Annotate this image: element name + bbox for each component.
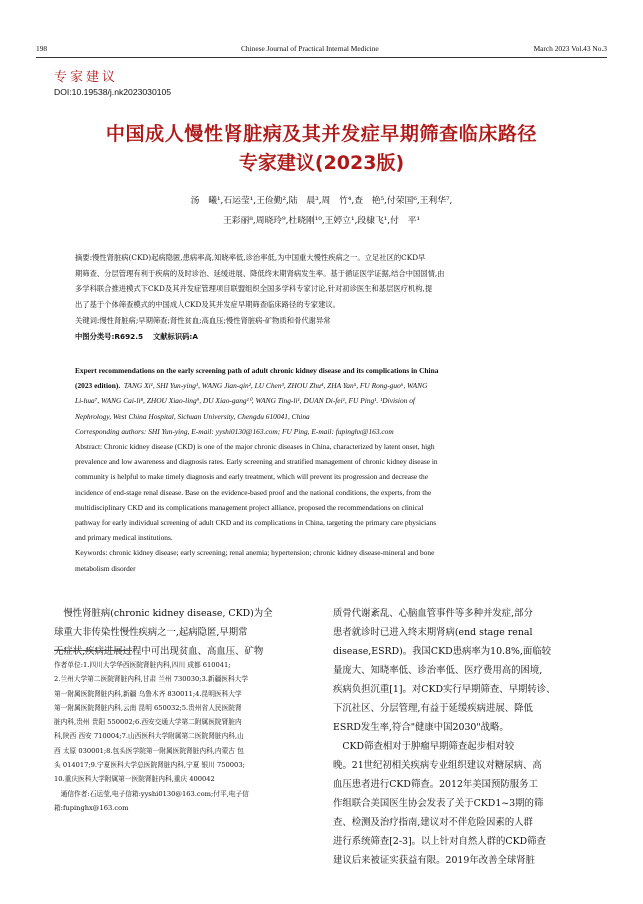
body-line: 慢性肾脏病(chronic kidney disease, CKD)为全 — [54, 608, 273, 619]
body-line: 进行系统筛查[2-3]。以上针对自然人群的CKD筛查 — [333, 836, 546, 847]
en-abstract-line: community is helpful to make timely diagnosis and early treatment, which will prevent its progression and decrease the — [75, 472, 429, 482]
en-title-edition: (2023 edition). — [75, 381, 121, 391]
body-line: 质骨代谢紊乱、心脑血管事件等多种并发症,部分 — [333, 608, 533, 619]
en-abstract-line: incidence of end-stage renal disease. Base on the evidence-based proof and the national conditions, the experts, from the — [75, 487, 432, 497]
en-abstract-line: and primary medical institutions. — [75, 533, 173, 543]
body-line: 量庞大、知晓率低、诊治率低、医疗费用高的困境, — [333, 665, 543, 676]
doi: DOI:10.19538/j.nk2023030105 — [54, 87, 172, 97]
cn-classification: 中图分类号:R692.5 文献标识码:A — [75, 331, 198, 341]
body-line: 球重大非传染性慢性疾病之一,起病隐匿,早期常 — [54, 627, 248, 638]
issue-info: March 2023 Vol.43 No.3 — [533, 44, 607, 53]
en-corresponding: Corresponding authors: SHI Yun-ying, E-mail: yyshi0130@163.com; FU Ping, E-mail: fupinghx@163.com — [75, 426, 394, 436]
body-line: 建议后来被证实获益有限。2019年改善全球肾脏 — [333, 855, 535, 866]
footnote-line: 科,陕西 西安 710004;7.山西医科大学附属第二医院肾脏内科,山 — [54, 732, 244, 741]
footnote — [54, 658, 316, 815]
journal-name: Chinese Journal of Practical Internal Medicine — [241, 44, 379, 53]
right-column — [333, 604, 589, 870]
article-title-line1: 中国成人慢性肾脏病及其并发症早期筛查临床路径 — [105, 123, 538, 145]
footnote-separator — [54, 650, 132, 651]
body-line: 疾病负担沉重[1]。对CKD实行早期筛查、早期转诊、 — [333, 684, 556, 695]
body-line: 晚。21世纪初相关疾病专业组织建议对糖尿病、高 — [333, 760, 542, 771]
authors-line2: 王彩丽⁸,周晓玲⁹,杜晓刚¹⁰,王婷立¹,段棣飞¹,付 平¹ — [222, 216, 420, 226]
cn-keywords: 关键词:慢性肾脏病;早期筛查;肾性贫血;高血压;慢性肾脏病-矿物质和骨代谢异常 — [75, 315, 331, 325]
en-abstract-line: pathway for early individual screening of adult CKD and its complications in China, targeting the primary care physicians — [75, 518, 437, 528]
header-rule — [36, 57, 607, 58]
en-keywords-line: metabolism disorder — [75, 563, 136, 573]
authors-line1: 汤 曦¹,石运莹¹,王俭勤²,陆 晨³,周 竹⁴,查 艳⁵,付荣国⁶,王利华⁷, — [190, 196, 453, 206]
footnote-line: 2.兰州大学第二医院肾脏内科,甘肃 兰州 730030;3.新疆医科大学 — [54, 675, 249, 684]
body-line: CKD筛查相对于肿瘤早期筛查起步相对较 — [333, 741, 515, 752]
footnote-line: 头 014017;9.宁夏医科大学总医院肾脏内科,宁夏 银川 750003; — [54, 761, 245, 770]
chinese-abstract — [75, 250, 572, 344]
en-title-line2 — [75, 378, 572, 393]
en-affiliation: Nephrology, West China Hospital, Sichuan University, Chengdu 610041, China — [75, 411, 310, 421]
en-authors: TANG Xi¹, SHI Yun-ying¹, WANG Jian-qin², LU Chen³, ZHOU Zhu⁴, ZHA Yan⁵, FU Rong-guo⁶, WANG — [123, 381, 428, 391]
body-line: ESRD发生率,符合"健康中国2030"战略。 — [333, 722, 509, 733]
column-tag: 专家建议 — [54, 70, 119, 85]
page-number: 198 — [36, 44, 48, 53]
footnote-line: 第一附属医院肾脏内科,新疆 乌鲁木齐 830011;4.昆明医科大学 — [54, 689, 242, 698]
en-abstract-line: multidisciplinary CKD and its complications management project alliance, proposed the recommendations on clinical — [75, 502, 424, 512]
body-line: 查、检测及治疗指南,建议对不伴危险因素的人群 — [333, 817, 533, 828]
body-line: disease,ESRD)。我国CKD患病率为10.8%,面临较 — [333, 646, 551, 657]
cn-abstract-line: 多学科联合推进模式下CKD及其并发症管理项目联盟组织全国多学科专家讨论,针对初诊医生和基层医疗机构,提 — [75, 284, 433, 294]
body-line: 血压患者进行CKD筛查。2012年美国预防服务工 — [333, 779, 538, 790]
en-abstract-line: Abstract: Chronic kidney disease (CKD) is one of the major chronic diseases in China, characterized by latent onset, high — [75, 442, 435, 452]
body-line: 患者就诊时已进入终末期肾病(end stage renal — [333, 627, 533, 638]
body-line: 下沉社区、分层管理,有益于延缓疾病进展、降低 — [333, 703, 533, 714]
cn-abstract-line: 期筛查、分层管理有利于疾病的及时诊治、延缓进展、降低终末期肾病发生率。基于循证医学证据,结合中国国情,由 — [75, 268, 445, 278]
footnote-line: 脏内科,贵州 贵阳 550002;6.西安交通大学第二附属医院肾脏内 — [54, 718, 242, 727]
body-line: 无症状,疾病进展过程中可出现贫血、高血压、矿物 — [54, 646, 264, 657]
footnote-line: 西 太原 030001;8.包头医学院第一附属医院肾脏内科,内蒙古 包 — [54, 746, 244, 755]
en-authors-line: Li-hua⁷, WANG Cai-li⁸, ZHOU Xiao-ling⁹, DU Xiao-gang¹⁰, WANG Ting-li¹, DUAN Di-fei¹, FU Ping¹. ¹Division of — [75, 396, 415, 406]
running-header — [36, 44, 607, 58]
footnote-line: 作者单位:1.四川大学华西医院肾脏内科,四川 成都 610041; — [54, 661, 231, 669]
left-column — [54, 604, 314, 661]
footnote-line: 通信作者:石运莹,电子信箱:yyshi0130@163.com;付平,电子信 — [54, 789, 249, 798]
english-abstract — [75, 363, 572, 576]
footnote-line: 第一附属医院肾脏内科,云南 昆明 650032;5.贵州省人民医院肾 — [54, 703, 242, 712]
body-line: 作组联合美国医生协会发表了关于CKD1~3期的筛 — [333, 798, 544, 809]
cn-abstract-line: 出了基于个体筛查模式的中国成人CKD及其并发症早期筛查临床路径的专家建议。 — [75, 300, 340, 310]
article-title-line2: 专家建议(2023版) — [238, 152, 405, 174]
en-title-line1: Expert recommendations on the early screening path of adult chronic kidney disease and its complications in China — [75, 366, 439, 375]
footnote-line: 箱:fupinghx@163.com — [54, 803, 129, 812]
cn-abstract-line: 摘要:慢性肾脏病(CKD)起病隐匿,患病率高,知晓率低,诊治率低,为中国重大慢性疾病之一。立足社区的CKD早 — [75, 253, 426, 262]
en-abstract-line: prevalence and low awareness and diagnosis rates. Early screening and stratified management of chronic kidney disease in — [75, 457, 438, 467]
en-keywords-line: Keywords: chronic kidney disease; early screening; renal anemia; hypertension; chronic kidney disease-mineral and bone — [75, 548, 435, 558]
footnote-line: 10.重庆医科大学附属第一医院肾脏内科,重庆 400042 — [54, 775, 215, 784]
